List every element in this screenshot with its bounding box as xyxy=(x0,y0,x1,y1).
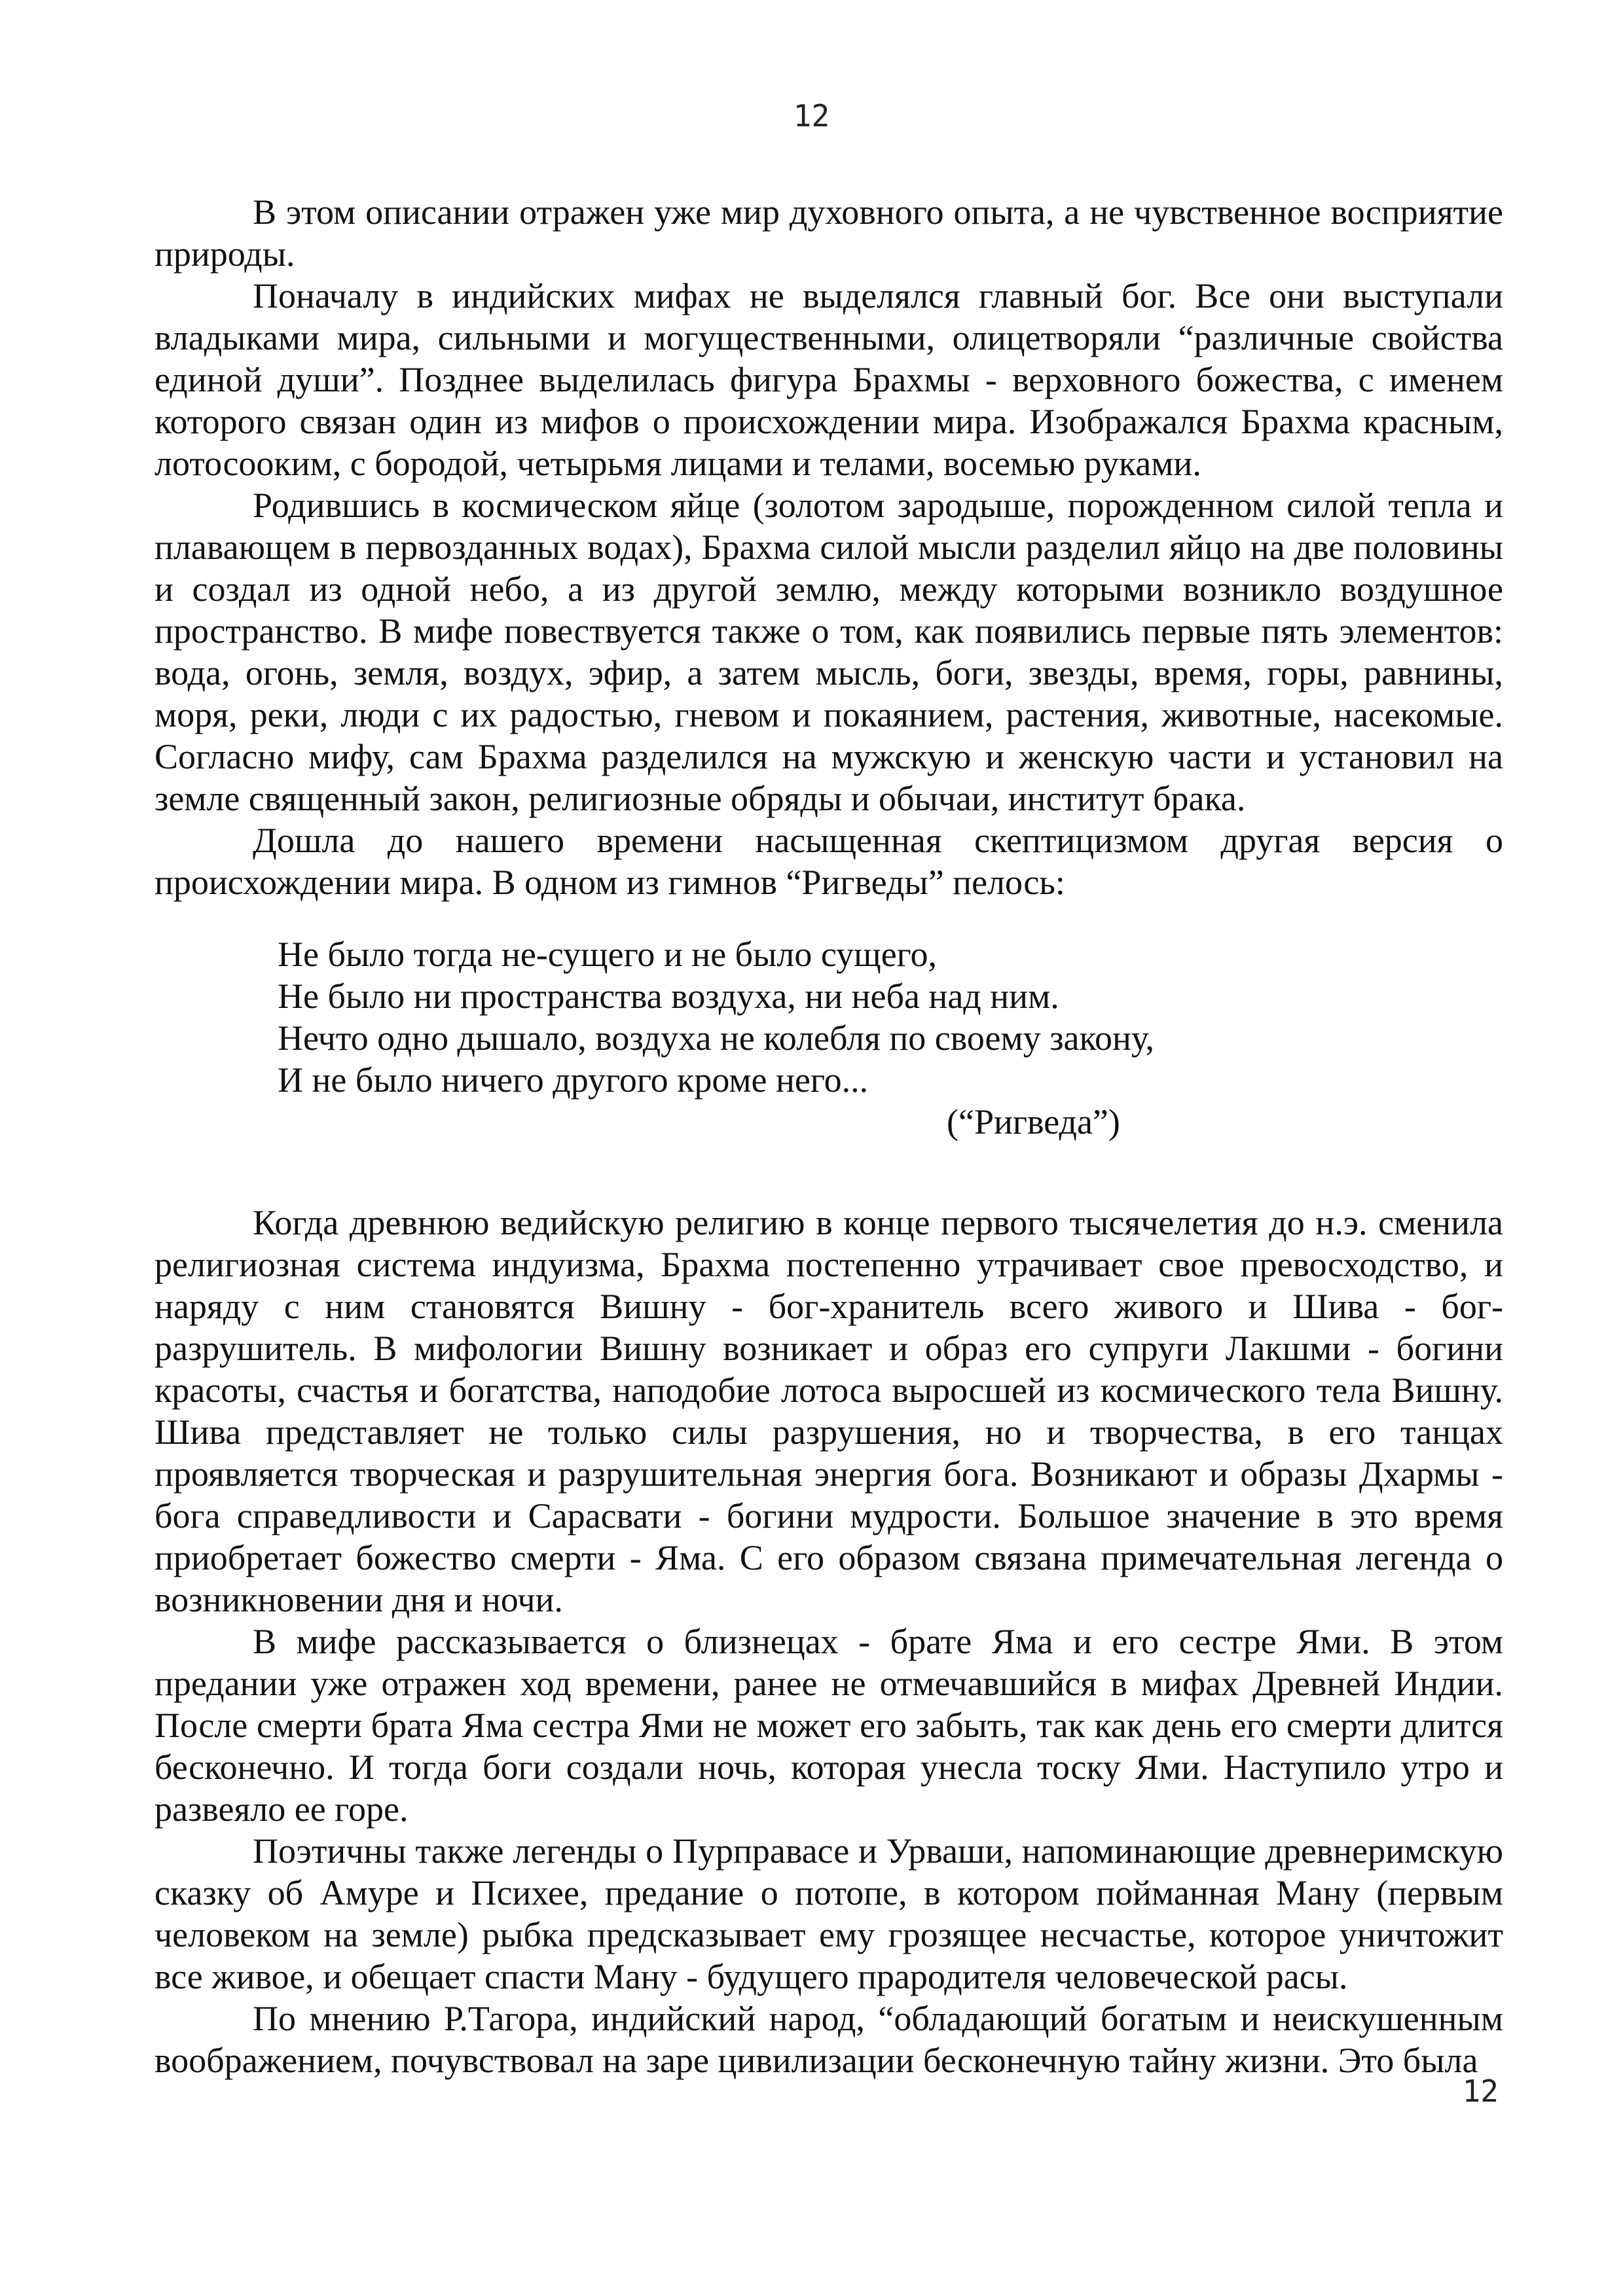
poem-line: И не было ничего другого кроме него... xyxy=(278,1060,869,1100)
paragraph: Когда древнюю ведийскую религию в конце первого тысячелетия до н.э. сменила религиозная система индуизма, Брахма постепенно утрачивает свое превосходство, и наряду с ним становятся Вишну - бог-хранитель всего живого и Шива - бог-разрушитель. В мифологии Вишну возникает и образ его супруги Лакшми - богини красоты, счастья и богатства, наподобие лотоса выросшей из космического тела Вишну. Шива представляет не только силы разрушения, но и творчества, в его танцах проявляется творческая и разрушительная энергия бога. Возникают и образы Дхармы - бога справедливости и Сарасвати - богини мудрости. Большое значение в это время приобретает божество смерти - Яма. С его образом связана примечательная легенда о возникновении дня и ночи. xyxy=(155,1203,1503,1619)
document-body xyxy=(155,191,1503,2081)
paragraph: Дошла до нашего времени насыщенная скептицизмом другая версия о происхождении мира. В одном из гимнов “Ригведы” пелось: xyxy=(155,821,1503,902)
paragraph: В этом описании отражен уже мир духовного опыта, а не чувственное восприятие природы. xyxy=(155,192,1503,274)
poem-line: Не было тогда не-сущего и не было сущего, xyxy=(278,935,937,974)
paragraph: Поэтичны также легенды о Пурправасе и Урваши, напоминающие древнеримскую сказку об Амуре и Психее, предание о потопе, в котором пойманная Ману (первым человеком на земле) рыбка предсказывает ему грозящее несчастье, которое уничтожит все живое, и обещает спасти Ману - будущего прародителя человеческой расы. xyxy=(155,1831,1503,1996)
page-number-bottom: 12 xyxy=(1462,2073,1499,2109)
poem-source: (“Ригведа”) xyxy=(947,1102,1120,1141)
poem-line: Не было ни пространства воздуха, ни неба над ним. xyxy=(278,977,1059,1016)
page-number-top: 12 xyxy=(793,98,830,134)
poem-line: Нечто одно дышало, воздуха не колебля по своему закону, xyxy=(278,1018,1154,1058)
poem-quote xyxy=(278,933,1503,1101)
paragraph: Поначалу в индийских мифах не выделялся главный бог. Все они выступали владыками мира, сильными и могущественными, олицетворяли “различные свойства единой души”. Позднее выделилась фигура Брахмы - верховного божества, с именем которого связан один из мифов о происхождении мира. Изображался Брахма красным, лотосооким, с бородой, четырьмя лицами и телами, восемью руками. xyxy=(155,276,1503,483)
paragraph: По мнению Р.Тагора, индийский народ, “обладающий богатым и неискушенным воображением, почувствовал на заре цивилизации бесконечную тайну жизни. Это была xyxy=(155,1999,1503,2080)
paragraph: В мифе рассказывается о близнецах - брате Яма и его сестре Ями. В этом предании уже отражен ход времени, ранее не отмечавшийся в мифах Древней Индии. После смерти брата Яма сестра Ями не может его забыть, так как день его смерти длится бесконечно. И тогда боги создали ночь, которая унесла тоску Ями. Наступило утро и развеяло ее горе. xyxy=(155,1622,1503,1829)
paragraph: Родившись в космическом яйце (золотом зародыше, порожденном силой тепла и плавающем в первозданных водах), Брахма силой мысли разделил яйцо на две половины и создал из одной небо, а из другой землю, между которыми возникло воздушное пространство. В мифе повествуется также о том, как появились первые пять элементов: вода, огонь, земля, воздух, эфир, а затем мысль, боги, звезды, время, горы, равнины, моря, реки, люди с их радостью, гневом и покаянием, растения, животные, насекомые. Согласно мифу, сам Брахма разделился на мужскую и женскую части и установил на земле священный закон, религиозные обряды и обычаи, институт брака. xyxy=(155,486,1503,818)
